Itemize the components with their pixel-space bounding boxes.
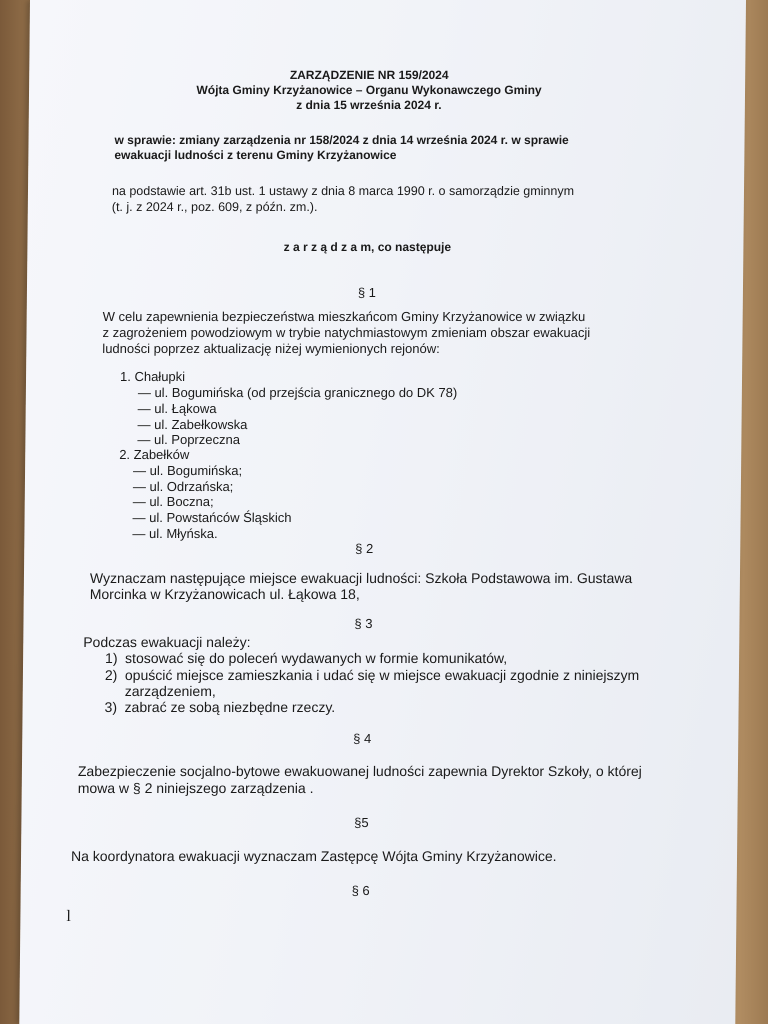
list-item-text: opuścić miejsce zamieszkania i udać się w miejsce ewakuacji zgodnie z niniejszym [124,667,640,683]
decree-statement: z a r z ą d z a m, co następuje [283,240,452,254]
section-1-heading: § 1 [357,285,377,300]
street-item: — ul. Łąkowa [137,401,217,416]
street-item: — ul. Bogumińska; [132,463,243,478]
document-page [19,0,746,1024]
street-item: — ul. Powstańców Śląskich [132,510,292,525]
section-3-heading: § 3 [354,616,373,631]
list-item-text: zarządzeniem, [124,683,216,699]
document-date: z dnia 15 września 2024 r. [296,98,442,112]
list-item-text: stosować się do poleceń wydawanych w formie komunikatów, [125,650,508,666]
list-item-number: 3) [104,699,118,715]
section-1-line-3: ludności poprzez aktualizację niżej wymienionych rejonów: [102,341,440,356]
section-4-heading: § 4 [353,731,372,746]
list-item-text: zabrać ze sobą niezbędne rzeczy. [124,699,336,715]
subject-line-2: ewakuacji ludności z terenu Gminy Krzyżanowice [114,148,397,162]
street-item: — ul. Poprzeczna [137,432,241,447]
section-1-line-2: z zagrożeniem powodziowym w trybie natychmiastowym zmieniam obszar ewakuacji [102,325,591,340]
list-item-number: 2) [104,667,118,683]
section-1-line-1: W celu zapewnienia bezpieczeństwa mieszkańcom Gminy Krzyżanowice w związku [102,309,586,324]
section-2-line-2: Morcinka w Krzyżanowicach ul. Łąkowa 18, [89,586,360,602]
section-6-heading: § 6 [351,883,370,898]
document-title: ZARZĄDZENIE NR 159/2024 [289,68,449,82]
legal-basis-line-2: (t. j. z 2024 r., poz. 609, z późn. zm.). [111,200,318,214]
area-label: 2. Zabełków [119,447,190,462]
legal-basis-line-1: na podstawie art. 31b ust. 1 ustawy z dnia 8 marca 1990 r. o samorządzie gminnym [111,184,575,198]
section-2-line-1: Wyznaczam następujące miejsce ewakuacji ludności: Szkoła Podstawowa im. Gustawa [89,570,633,586]
section-5-heading: §5 [354,815,369,830]
street-item: — ul. Młyńska. [132,526,218,541]
street-item: — ul. Odrzańska; [132,479,234,494]
section-4-line-1: Zabezpieczenie socjalno-bytowe ewakuowanej ludności zapewnia Dyrektor Szkoły, o której [77,763,642,779]
document-issuer: Wójta Gminy Krzyżanowice – Organu Wykonawczego Gminy [196,83,542,97]
section-2-heading: § 2 [355,541,374,556]
subject-line-1: w sprawie: zmiany zarządzenia nr 158/2024 z dnia 14 września 2024 r. w sprawie [114,133,569,147]
section-3-intro: Podczas ewakuacji należy: [83,634,251,650]
street-item: — ul. Bogumińska (od przejścia granicznego do DK 78) [137,385,458,400]
section-4-line-2: mowa w § 2 niniejszego zarządzenia . [77,780,314,796]
area-label: 1. Chałupki [119,369,186,384]
street-item: — ul. Zabełkowska [137,417,248,432]
section-5-line-1: Na koordynatora ewakuacji wyznaczam Zastępcę Wójta Gminy Krzyżanowice. [70,848,557,864]
margin-mark: l [66,908,71,925]
street-item: — ul. Boczna; [132,494,214,509]
list-item-number: 1) [105,650,118,666]
